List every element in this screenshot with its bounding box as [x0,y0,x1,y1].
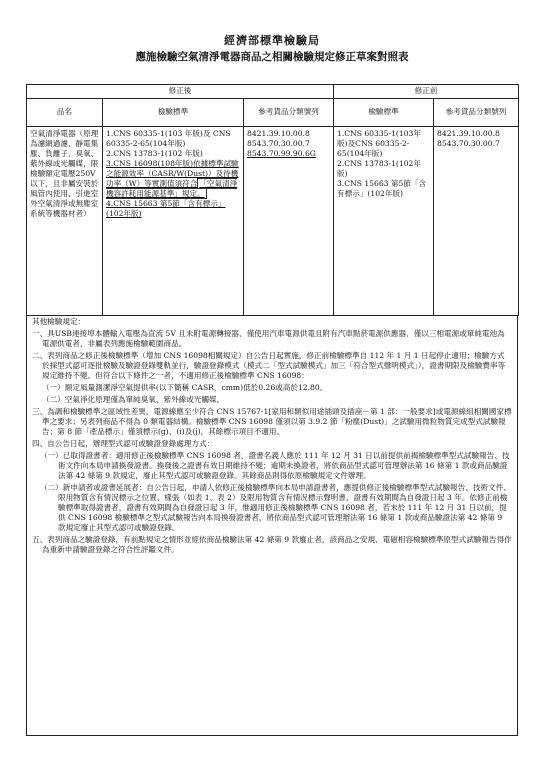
tariff-code: 8421.39.10.00.8 [437,129,500,138]
revised-std-item: 1.CNS 60335-1(103 年版)及 CNS 60335-2-65(104年版) [106,129,231,149]
note-item-2-2: （二）空氣淨化原理僅為單純臭氧、紫外線或光觸媒。 [42,395,225,405]
revised-tariff-cell [244,127,334,316]
revised-std-item: 2.CNS 13783-1(102 年版) [106,149,203,159]
tariff-code: 8543.70.30.00.7 [247,139,310,149]
before-tariff-cell [434,127,519,316]
revised-std-item: 4.CNS 15663 第5節「含有標示」(102年版) [106,199,226,219]
revised-std-item [106,159,240,199]
tariff-code-new: 8543.70.99.90.6G [247,149,316,159]
other-rules-section [26,315,518,736]
agency-name: 經濟部標準檢驗局 [224,34,320,47]
col-tariff-header: 參考貨品分類號列 [244,99,334,127]
note-item-4-2: （二）新申請者或證書延展者：自公告日起，申請人依修正後檢驗標準向本局申請證書者，應提供修正後檢驗標準型式試驗報告、技術文件、限用物質含有情況標示之位置、樣張（如表 1、表 2）及限用物質含有情況標示聲明書，證書有效期間為自發證日起 3 年。依修正前檢驗標準取得證書者，證書有效期間為自發證日起 3 年，惟適用修正後檢驗標準 CNS 16098 者，若未於 111 年 12 月 31 日以前，提供 CNS 16098 檢驗標準之型式試驗報告向本局換發證書者，將依商品型式認可管理辦法第 16 條第 1 款或商品驗證法第 42 條第 9 款規定廢止其型式認可或驗證登錄。 [40,483,511,533]
comparison-table [26,84,519,316]
col-product-header: 品名 [27,99,103,127]
note-item-4: 四、自公告日起，辦理型式認可或驗證登錄處理方式： [32,439,215,449]
header-before: 修正前 [334,85,519,99]
before-std-item: 3.CNS 15663 第5節「含有標示」(102年版) [337,179,427,199]
note-item-2-1: （一）額定風量測潔淨空氣提供率(以下簡稱 CASR，cmm)低於0.26或高於12.80。 [42,383,328,393]
revised-std-item-3b: /W(Dust)）及待機功率（W）等實測值須符合 [106,169,239,189]
header-revised: 修正後 [27,85,334,99]
before-std-item: 1.CNS 60335-1(103年版)及CNS 60335-2-65(104年版) [337,129,421,159]
col-tariff-header-before: 參考貨品分類號列 [434,99,519,127]
before-std-item: 2.CNS 13783-1(102年版) [337,159,421,179]
col-standard-header-before: 檢驗標準 [334,99,434,127]
product-cell: 空氣清淨電器（原理為濾網過濾、靜電集塵、負離子、臭氧、紫外線或光觸媒，限檢驗額定電壓250V以下，且非屬安裝於風管內使用、引進室外空氣清淨或無塵室系統等機器材者） [27,127,103,316]
tariff-code: 8421.39.10.00.8 [247,129,310,138]
document-page [26,0,518,767]
before-standard-cell [334,127,434,316]
notes-heading: 其他檢驗規定： [32,317,86,326]
col-standard-header: 檢驗標準 [103,99,244,127]
note-item-1: 一、具USB連接埠本體輸入電壓為直流 5V 且未附電源轉接器、僅使用汽車電源供電且附有汽車點菸電源供應器、僅以三相電源或單純電池為電源供電者，非屬表列應施檢驗範圍商品。 [32,329,505,349]
note-item-3: 三、為調和檢驗標準之區域性差異，電源線應至少符合 CNS 15767-1[家用和類似用途插頭及插座－第 1 部：一般要求]或電源線組相關國家標準之要求；另表列商品不得為 0 類電器結構。檢驗標準 CNS 16098 僅須以第 3.9.2 節「粉塵(Dust)」之試驗用微粒物質完成型式試驗報告；第 8 節「產品標示」僅須標示(g)、(i)及(j)，其餘標示項目不適用。 [32,407,512,437]
revised-standard-cell [103,127,244,316]
note-item-5: 五、表列商品之驗證登錄，有前點規定之情形並經依商品檢驗法第 42 條第 9 款廢止者，該商品之安規、電磁相容檢驗標準原型式試驗報告得作為重新申請驗證登錄之符合性評鑑文件。 [32,535,512,555]
revised-std-item-3: 3.CNS 16098(108年版)依據標準試驗之能源效率（CASR [106,159,239,179]
revised-std-item-3c: 「空氣清淨機容許耗用能源基準」規定。 [106,179,238,199]
note-item-4-1: （一）已取得證書者：適用修正後檢驗標準 CNS 16098 者，證書名義人應於 111 年 12 月 31 日以前提供前揭檢驗標準型式試驗報告、技術文件向本局申請換發證書。換發後之證書有效日期維持不變；逾期未換證者，將依商品型式認可管理辦法第 16 條第 1 款或商品驗證法第 42 條第 9 款規定，廢止其型式認可或驗證登錄。其餘商品則得依原檢驗規定文件辦理。 [40,451,510,481]
note-item-2: 二、表列商品之修正後檢驗標準（增加 CNS 16098相關規定）自公告日起實施，修正前檢驗標準自 112 年 1 月 1 日起停止適用；檢驗方式於採型式認可逐批檢驗及驗證登錄雙軌並行，驗證登錄模式（模式二「型式試驗模式」加三「符合型式聲明模式」），證書期限及檢驗費率等規定維持不變。但符合以下條件之一者，不適用修正後檢驗標準 CNS 16098： [32,351,506,381]
document-title: 應施檢驗空氣清淨電器商品之相關檢驗規定修正草案對照表 [135,51,409,63]
tariff-code: 8543.70.30.00.7 [437,139,500,149]
